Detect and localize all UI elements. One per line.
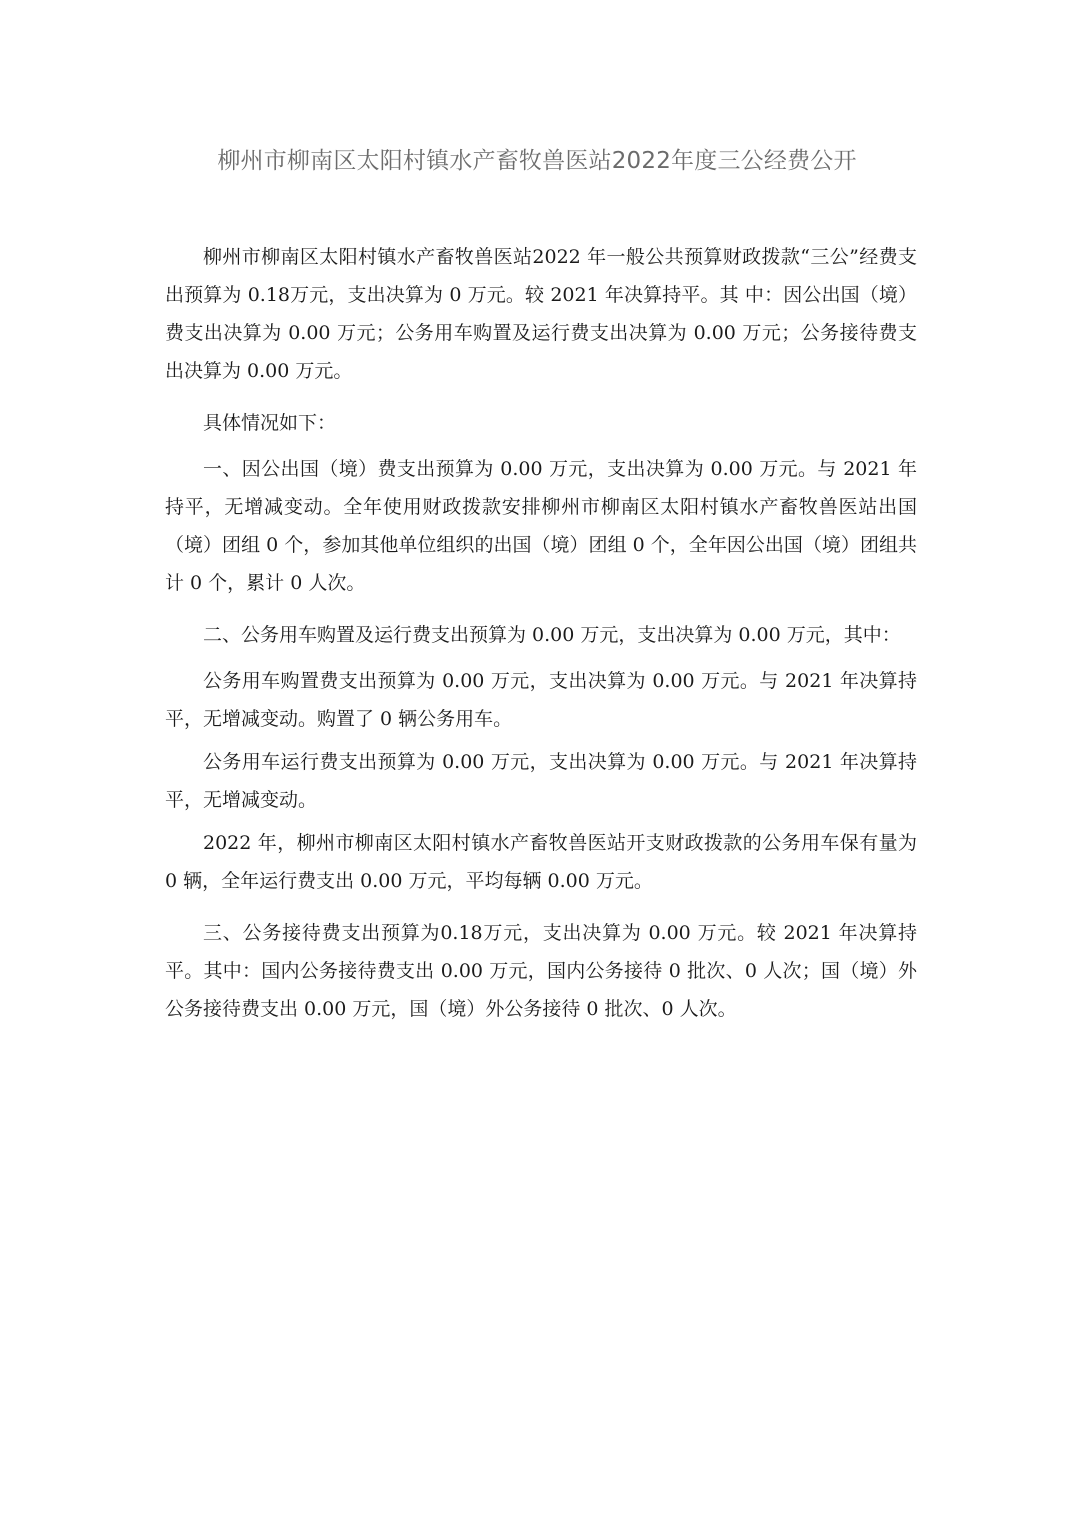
page-title: 柳州市柳南区太阳村镇水产畜牧兽医站2022年度三公经费公开 <box>217 148 857 174</box>
paragraph-vehicle-holdings: 2022 年，柳州市柳南区太阳村镇水产畜牧兽医站开支财政拨款的公务用车保有量为 0 辆，全年运行费支出 0.00 万元，平均每辆 0.00 万元。 <box>165 832 917 892</box>
paragraph-overseas: 一、因公出国（境）费支出预算为 0.00 万元，支出决算为 0.00 万元。与 2021 年持平，无增减变动。全年使用财政拨款安排柳州市柳南区太阳村镇水产畜牧兽医站出国（境）团组 0 个，参加其他单位组织的出国（境）团组 0 个，全年因公出国（境）团组共计 0 个，累计 0 人次。 <box>165 458 917 594</box>
paragraph-vehicle-purchase: 公务用车购置费支出预算为 0.00 万元，支出决算为 0.00 万元。与 2021 年决算持平，无增减变动。购置了 0 辆公务用车。 <box>165 670 917 730</box>
paragraph-intro: 具体情况如下： <box>203 412 337 434</box>
paragraph-vehicle-operation: 公务用车运行费支出预算为 0.00 万元，支出决算为 0.00 万元。与 2021 年决算持平，无增减变动。 <box>165 751 917 811</box>
paragraph-vehicles: 二、公务用车购置及运行费支出预算为 0.00 万元，支出决算为 0.00 万元，其中： <box>203 624 901 646</box>
paragraph-reception: 三、公务接待费支出预算为0.18万元，支出决算为 0.00 万元。较 2021 年决算持平。其中：国内公务接待费支出 0.00 万元，国内公务接待 0 批次、0 人次；国（境）外公务接待费支出 0.00 万元，国（境）外公务接待 0 批次、0 人次。 <box>165 922 917 1020</box>
paragraph-summary: 柳州市柳南区太阳村镇水产畜牧兽医站2022 年一般公共预算财政拨款“三公”经费支出预算为 0.18万元，支出决算为 0 万元。较 2021 年决算持平。其 中：因公出国（境）费支出决算为 0.00 万元；公务用车购置及运行费支出决算为 0.00 万元；公务接待费支出决算为 0.00 万元。 <box>165 246 917 382</box>
document-body <box>165 238 917 1028</box>
